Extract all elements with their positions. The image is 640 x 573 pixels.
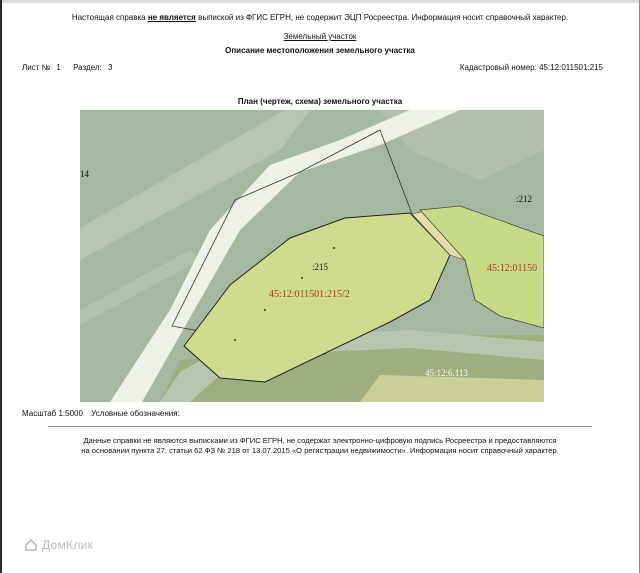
label-left-parcel: 14	[80, 169, 89, 179]
scale-label: Масштаб 1:5000	[22, 409, 83, 418]
label-bottom-cadastral: 45:12:6.113	[425, 368, 468, 378]
watermark-text: ДомКлик	[42, 538, 94, 552]
page-left-edge	[0, 0, 2, 573]
section-name: Земельный участок	[283, 32, 357, 41]
footer-line-1: Данные справки не являются выписками из ФГИС ЕГРН, не содержат электронно-цифровую подпись Росреестра и предоставляются	[83, 436, 557, 445]
survey-point	[264, 309, 266, 311]
label-main-short: :215	[312, 262, 329, 272]
survey-point	[301, 277, 303, 279]
footer-disclaimer	[40, 436, 600, 456]
section-value: 3	[108, 63, 113, 72]
sheet-meta	[22, 63, 116, 72]
label-right-cadastral: 45:12:01150	[487, 263, 538, 274]
cadastral-number	[460, 63, 603, 72]
disclaimer-notice	[0, 13, 640, 22]
page-top-border	[0, 0, 640, 3]
section-label: Раздел:	[73, 63, 102, 72]
notice-bold: не является	[147, 13, 196, 22]
legend-row	[22, 409, 186, 418]
footer-divider	[48, 426, 592, 427]
sheet-value: 1	[56, 63, 61, 72]
label-main-full: 45:12:011501:215/2	[269, 289, 350, 300]
label-right-parcel: :212	[516, 194, 533, 204]
parcel-map-svg	[80, 110, 544, 402]
cadastral-value: 45:12:011501:215	[539, 63, 603, 72]
notice-suffix: выпиской из ФГИС ЕГРН, не содержит ЭЦП Росреестра. Информация носит справочный характер.	[195, 13, 569, 22]
parcel-map	[80, 110, 544, 402]
notice-prefix: Настоящая справка	[71, 13, 148, 22]
survey-point	[333, 247, 335, 249]
symbols-label: Условные обозначения:	[91, 409, 180, 418]
document-title: Описание местоположения земельного участка	[225, 46, 415, 55]
survey-point	[234, 339, 236, 341]
cadastral-label: Кадастровый номер:	[459, 63, 537, 72]
footer-line-2: на основании пункта 27, статьи 62 ФЗ № 218 от 13.07.2015 «О регистрации недвижимости». Информация носит справочный характер.	[81, 446, 559, 455]
plan-title: План (чертеж, схема) земельного участка	[237, 97, 403, 106]
domclick-watermark	[24, 538, 93, 552]
house-icon	[24, 538, 38, 552]
sheet-label: Лист №	[22, 63, 51, 72]
